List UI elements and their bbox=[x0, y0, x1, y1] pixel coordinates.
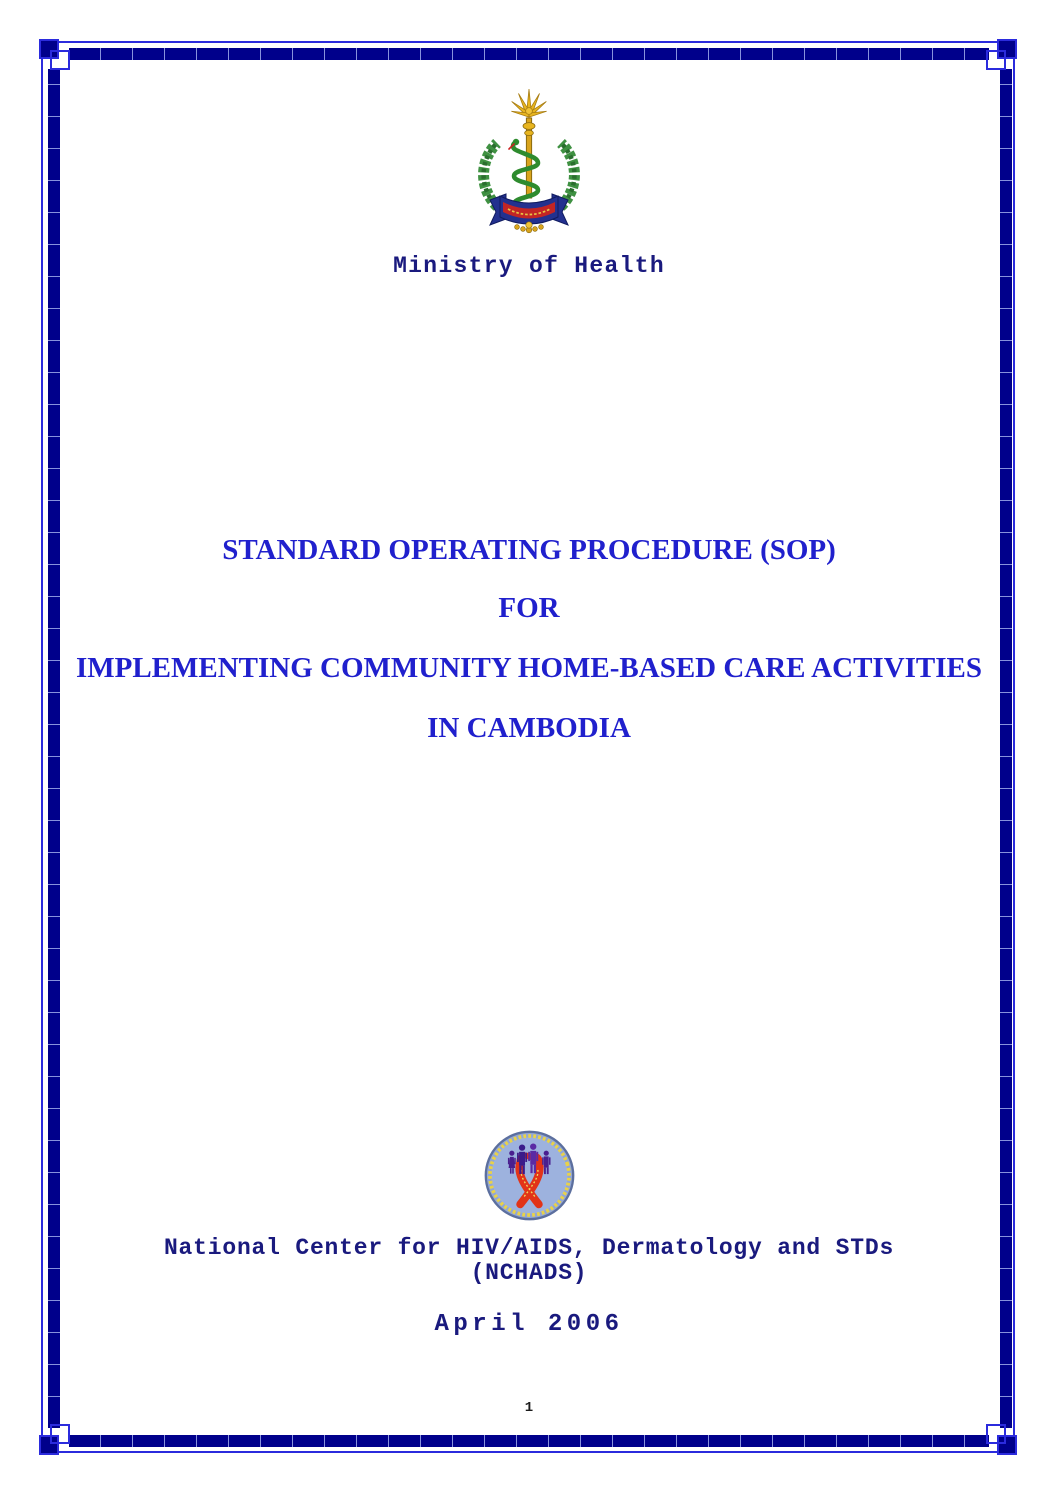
nchads-logo-icon bbox=[483, 1129, 576, 1222]
page-border-band-top bbox=[69, 48, 989, 60]
corner-outline-square bbox=[986, 1424, 1006, 1444]
title-line-subject: IMPLEMENTING COMMUNITY HOME-BASED CARE ACTIVITIES bbox=[75, 652, 983, 684]
publication-date: April 2006 bbox=[434, 1311, 624, 1338]
ribbon-banner bbox=[490, 194, 568, 225]
border-corner-ornament-top-right bbox=[981, 39, 1017, 75]
page-border-band-left bbox=[48, 69, 60, 1428]
corner-outline-square bbox=[50, 1424, 70, 1444]
title-line-country: IN CAMBODIA bbox=[427, 712, 631, 744]
border-corner-ornament-bottom-right bbox=[981, 1419, 1017, 1455]
border-corner-ornament-bottom-left bbox=[39, 1419, 75, 1455]
ministry-of-health-emblem-icon bbox=[470, 88, 588, 236]
organization-abbreviation: (NCHADS) bbox=[470, 1260, 588, 1286]
border-corner-ornament-top-left bbox=[39, 39, 75, 75]
corner-outline-square bbox=[50, 50, 70, 70]
page-number: 1 bbox=[524, 1400, 534, 1416]
page-border-band-right bbox=[1000, 69, 1012, 1428]
title-line-for: FOR bbox=[498, 592, 560, 624]
page-border-band-bottom bbox=[69, 1435, 989, 1447]
organization-name: National Center for HIV/AIDS, Dermatology and STDs bbox=[163, 1235, 895, 1261]
ministry-caption: Ministry of Health bbox=[393, 253, 665, 279]
starburst-rays-icon bbox=[510, 89, 547, 117]
corner-outline-square bbox=[986, 50, 1006, 70]
title-line-sop: STANDARD OPERATING PROCEDURE (SOP) bbox=[222, 534, 836, 566]
